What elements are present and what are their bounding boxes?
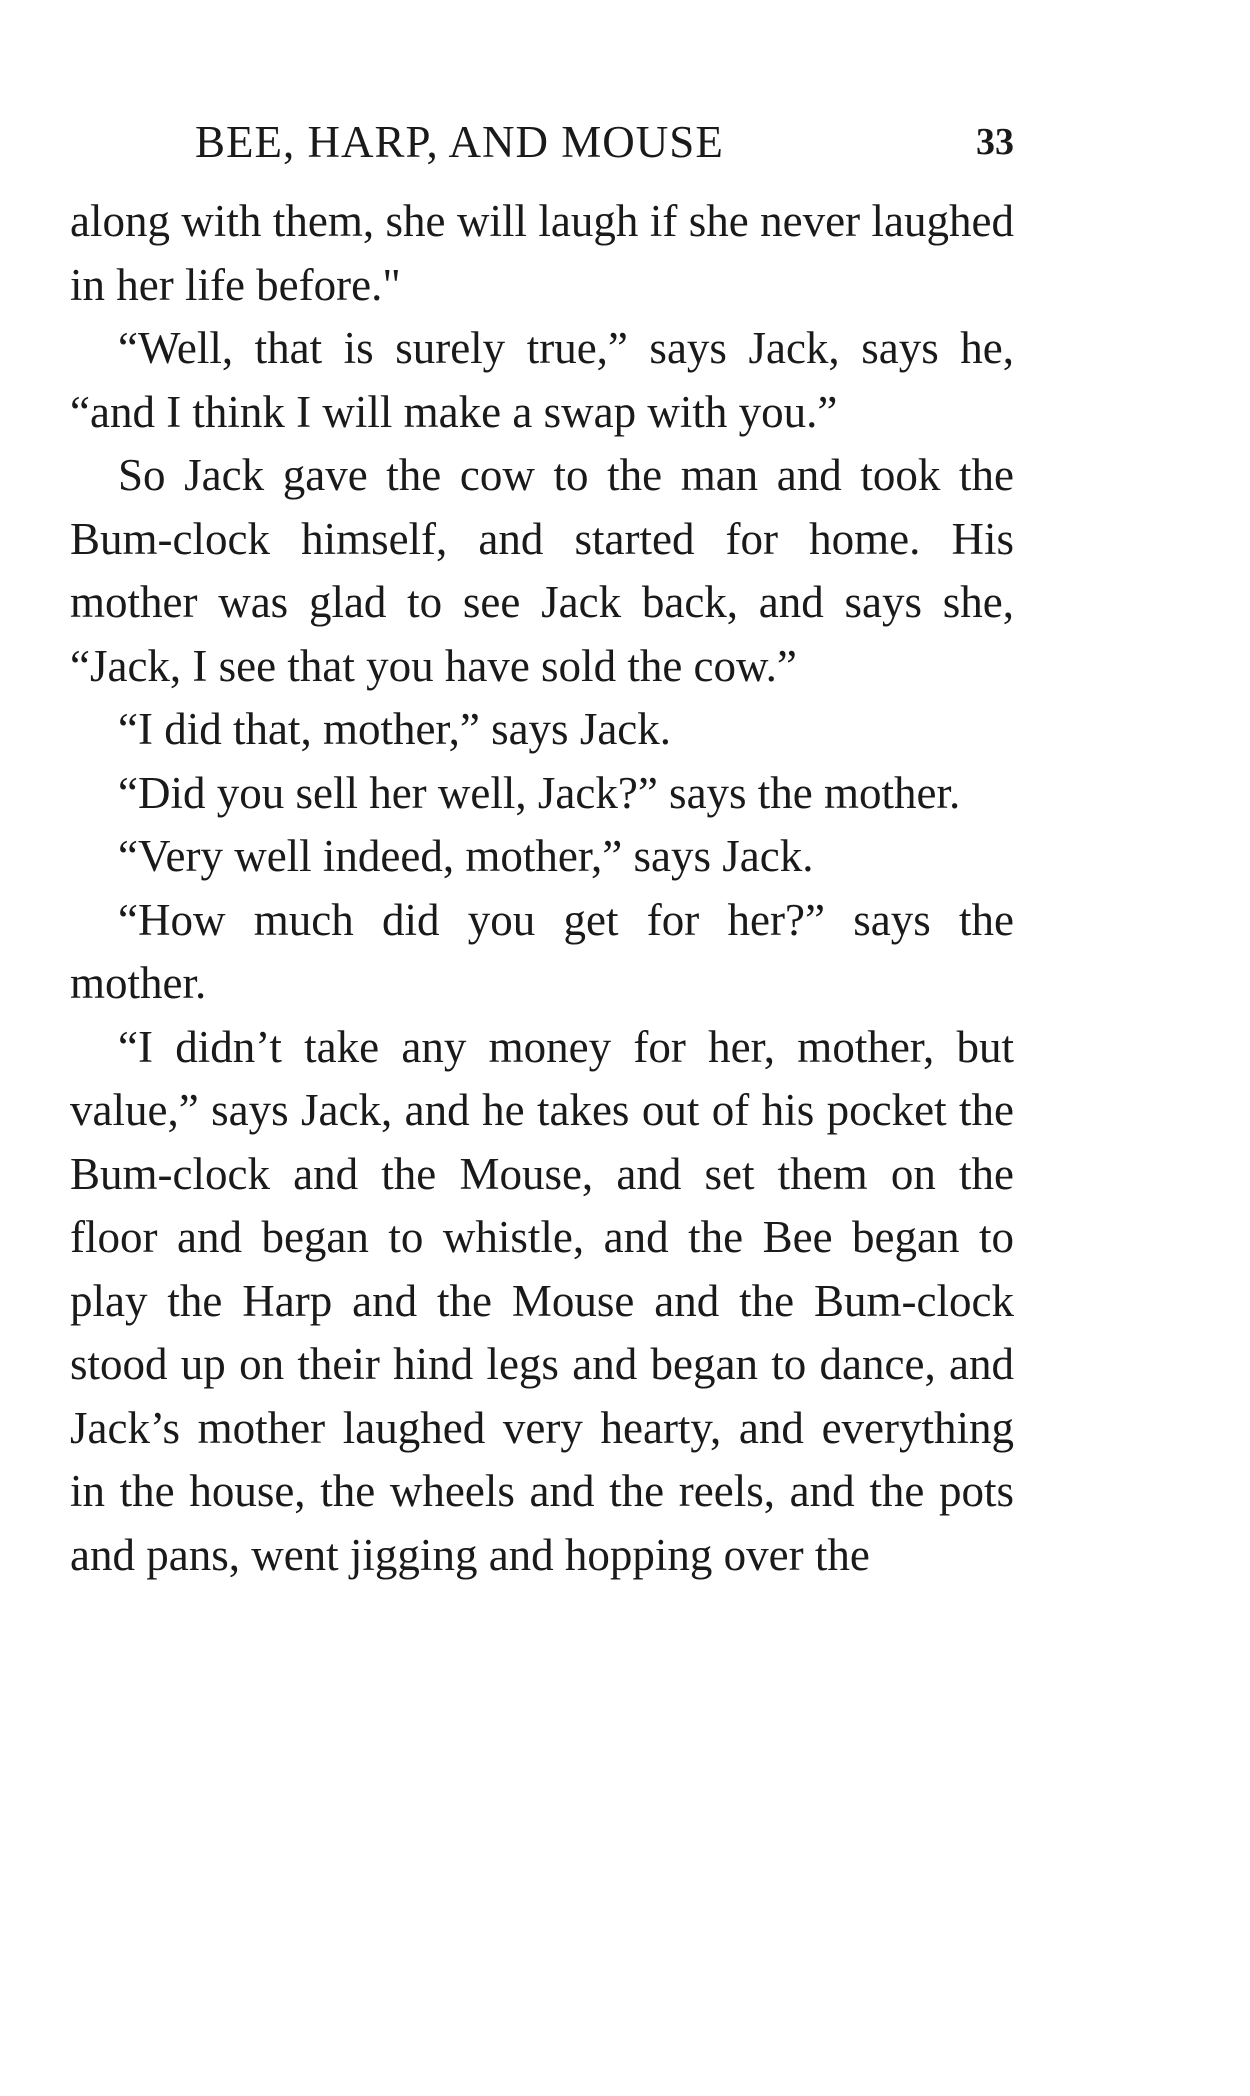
page-header bbox=[70, 112, 1014, 172]
page-number: 33 bbox=[976, 121, 1014, 163]
paragraph: “Very well indeed, mother,” says Jack. bbox=[118, 831, 814, 881]
body-text bbox=[70, 190, 1014, 1587]
paragraph: “How much did you get for her?” says the mother. bbox=[70, 894, 1014, 1008]
paragraph: So Jack gave the cow to the man and took the Bum-clock himself, and started for home. His mother was glad to see Jack back, and says she, “Jack, I see that you have sold the cow.” bbox=[70, 450, 1014, 691]
paragraph: “Did you sell her well, Jack?” says the mother. bbox=[118, 767, 961, 818]
running-title: BEE, HARP, AND MOUSE bbox=[195, 117, 724, 167]
paragraph-continued: along with them, she will laugh if she never laughed in her life before." bbox=[70, 196, 1014, 310]
paragraph: “Well, that is surely true,” says Jack, says he, “and I think I will make a swap with you.” bbox=[70, 323, 1014, 437]
paragraph: “I didn’t take any money for her, mother, but value,” says Jack, and he takes out of his pocket the Bum-clock and the Mouse, and set them on the floor and began to whistle, and the Bee began to play the Harp and the Mouse and the Bum-clock stood up on their hind legs and began to dance, and Jack’s mother laughed very hearty, and everything in the house, the wheels and the reels, and the pots and pans, went jigging and hopping over the bbox=[70, 1021, 1014, 1580]
paragraph: “I did that, mother,” says Jack. bbox=[118, 704, 672, 754]
